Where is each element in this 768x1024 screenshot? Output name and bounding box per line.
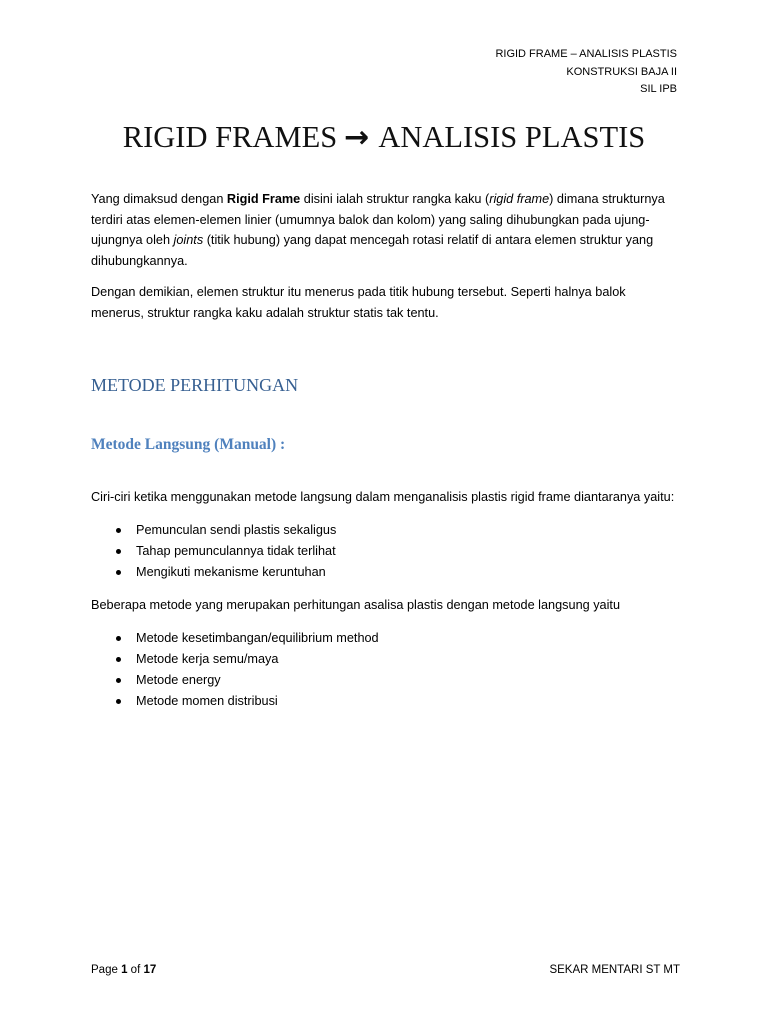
list-item [91,562,677,583]
text-run: ) dimana strukturnya [549,192,665,206]
list-item [91,520,677,541]
text-line: dihubungkannya. [91,253,188,268]
arrow-right-icon: → [344,120,370,155]
list-item [91,541,677,562]
list-item-text: Metode kerja semu/maya [136,651,279,666]
page-footer [91,960,680,980]
bullet-icon [116,528,121,533]
characteristics-intro-paragraph [91,487,677,508]
bullet-icon [116,699,121,704]
header-course-name: KONSTRUKSI BAJA II [566,65,677,78]
bullet-icon [116,549,121,554]
bold-term-rigid-frame: Rigid Frame [226,192,301,206]
bullet-icon [116,570,121,575]
header-institution: SIL IPB [640,83,677,95]
list-item [91,628,677,649]
text-run: disini ialah struktur rangka kaku ( [300,192,490,206]
list-item [91,670,677,691]
bullet-icon [116,636,121,641]
list-item-text: Metode momen distribusi [136,693,278,708]
italic-term-rigid-frame: rigid frame [489,192,550,206]
page-total: 17 [143,964,157,976]
methods-intro-paragraph [91,595,677,616]
text-run: Yang dimaksud dengan [91,192,227,206]
page-current: 1 [121,964,128,976]
text-run: ujungnya oleh [91,233,174,247]
title-right-text: ANALISIS PLASTIS [378,120,646,154]
section-heading: METODE PERHITUNGAN [91,375,299,395]
page-label: Page [91,964,118,976]
text-line: menerus, struktur rangka kaku adalah struktur statis tak tentu. [91,305,439,320]
page-header [91,46,677,99]
author-name: SEKAR MENTARI ST MT [549,964,680,976]
text-line: Dengan demikian, elemen struktur itu menerus pada titik hubung tersebut. Seperti halnya balok [91,285,626,299]
text-line: terdiri atas elemen-elemen linier (umumnya balok dan kolom) yang saling dihubungkan pada ujung- [91,212,650,227]
list-item-text: Pemunculan sendi plastis sekaligus [136,522,337,537]
intro-paragraph-2 [91,282,677,323]
bullet-icon [116,657,121,662]
list-item-text: Tahap pemunculannya tidak terlihat [136,543,336,558]
text-run: (titik hubung) yang dapat mencegah rotasi relatif di antara elemen struktur yang [203,233,654,247]
text-line: Beberapa metode yang merupakan perhitungan asalisa plastis dengan metode langsung yaitu [91,598,621,612]
list-item-text: Metode energy [136,672,221,687]
subsection-heading: Metode Langsung (Manual) : [91,436,286,453]
page-title [0,117,768,158]
title-left-text: RIGID FRAMES [122,120,338,154]
list-item-text: Metode kesetimbangan/equilibrium method [136,630,379,645]
header-document-title: RIGID FRAME – ANALISIS PLASTIS [495,48,677,60]
bullet-icon [116,678,121,683]
page-of-label: of [130,964,141,976]
page-number [91,960,156,980]
intro-paragraph-1 [91,189,677,271]
characteristics-list [91,520,677,583]
text-line: Ciri-ciri ketika menggunakan metode langsung dalam menganalisis plastis rigid frame diantaranya yaitu: [91,490,675,504]
list-item [91,691,677,712]
list-item-text: Mengikuti mekanisme keruntuhan [136,564,326,579]
text-line [91,189,677,210]
list-item [91,649,677,670]
italic-term-joints: joints [173,233,204,247]
text-line [91,230,677,251]
methods-list [91,628,677,712]
